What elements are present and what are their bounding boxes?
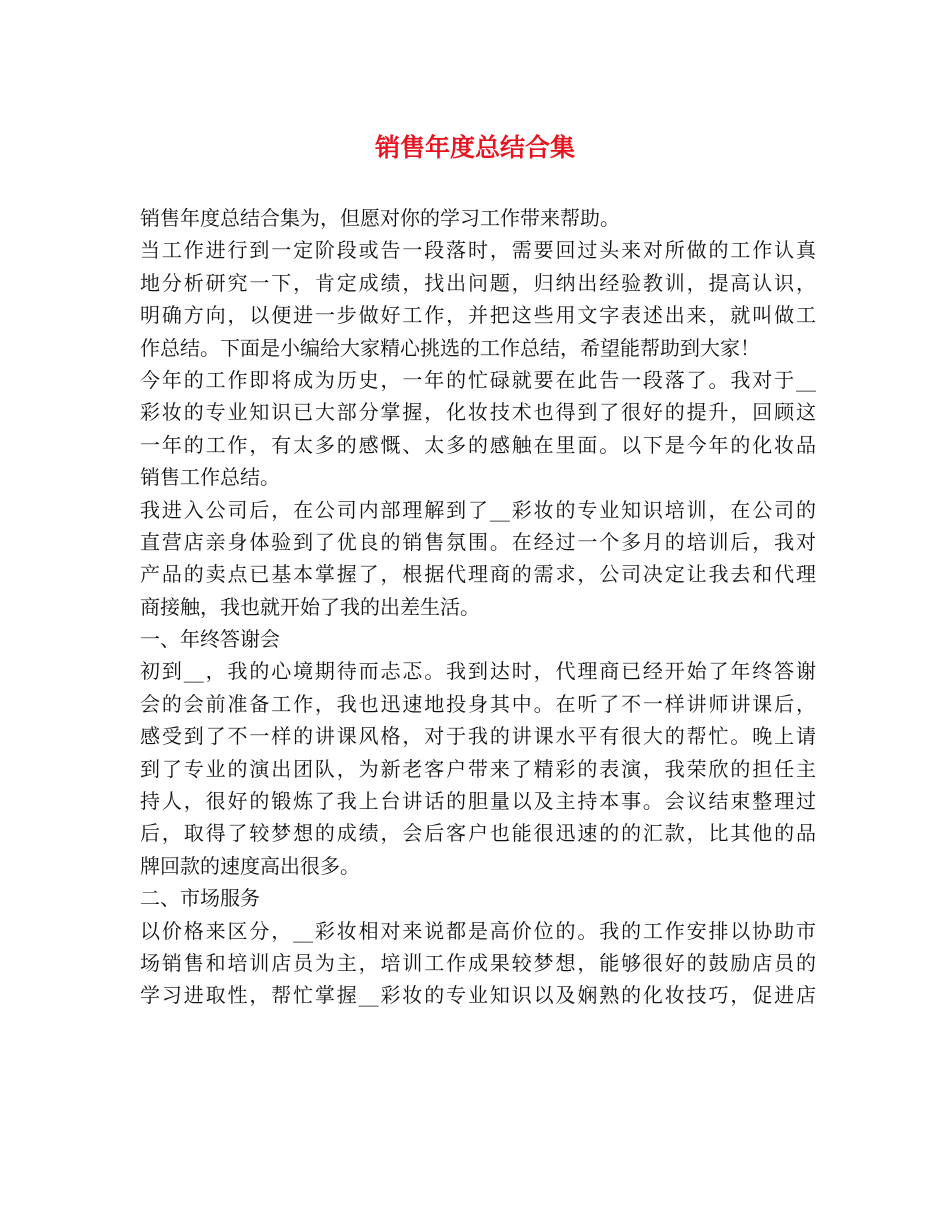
text-line: 二、市场服务 — [140, 886, 260, 911]
text-line: 地分析研究一下，肯定成绩，找出问题，归纳出经验教训，提高认识， — [140, 270, 816, 295]
text-line: 作总结。下面是小编给大家精心挑选的工作总结，希望能帮助到大家！ — [140, 335, 760, 360]
text-line: 以价格来区分，__彩妆相对来说都是高价位的。我的工作安排以协助市 — [140, 918, 816, 943]
text-line: 场销售和培训店员为主，培训工作成果较梦想，能够很好的鼓励店员的 — [140, 950, 816, 975]
text-line: 销售年度总结合集为，但愿对你的学习工作带来帮助。 — [140, 206, 620, 230]
text-line: 牌回款的速度高出很多。 — [140, 853, 360, 878]
text-line: 学习进取性，帮忙掌握__彩妆的专业知识以及娴熟的化妆技巧，促进店 — [140, 983, 816, 1008]
text-line: 一年的工作，有太多的感慨、太多的感触在里面。以下是今年的化妆品 — [140, 432, 816, 457]
text-line: 明确方向，以便进一步做好工作，并把这些用文字表述出来，就叫做工 — [140, 303, 816, 328]
text-line: 商接触，我也就开始了我的出差生活。 — [140, 594, 480, 619]
text-line: 初到__，我的心境期待而忐忑。我到达时，代理商已经开始了年终答谢 — [140, 659, 816, 684]
text-line: 会的会前准备工作，我也迅速地投身其中。在听了不一样讲师讲课后， — [140, 691, 816, 716]
text-line: 产品的卖点已基本掌握了，根据代理商的需求，公司决定让我去和代理 — [140, 562, 816, 587]
text-line: 后，取得了较梦想的成绩，会后客户也能很迅速的的汇款，比其他的品 — [140, 821, 816, 846]
document-title: 销售年度总结合集 — [374, 133, 575, 162]
text-line: 彩妆的专业知识已大部分掌握，化妆技术也得到了很好的提升，回顾这 — [140, 400, 816, 425]
text-line: 感受到了不一样的讲课风格，对于我的讲课水平有很大的帮忙。晚上请 — [140, 724, 816, 749]
text-line: 当工作进行到一定阶段或告一段落时，需要回过头来对所做的工作认真 — [140, 238, 816, 263]
text-line: 直营店亲身体验到了优良的销售氛围。在经过一个多月的培训后，我对 — [140, 529, 816, 554]
text-line: 今年的工作即将成为历史，一年的忙碌就要在此告一段落了。我对于__ — [140, 367, 816, 392]
text-line: 销售工作总结。 — [140, 465, 280, 490]
text-line: 一、年终答谢会 — [140, 627, 280, 652]
text-line: 我进入公司后，在公司内部理解到了__彩妆的专业知识培训，在公司的 — [140, 497, 816, 522]
text-line: 持人，很好的锻炼了我上台讲话的胆量以及主持本事。会议结束整理过 — [140, 789, 816, 814]
text-line: 到了专业的演出团队，为新老客户带来了精彩的表演，我荣欣的担任主 — [140, 756, 816, 781]
document-body — [140, 202, 816, 1012]
